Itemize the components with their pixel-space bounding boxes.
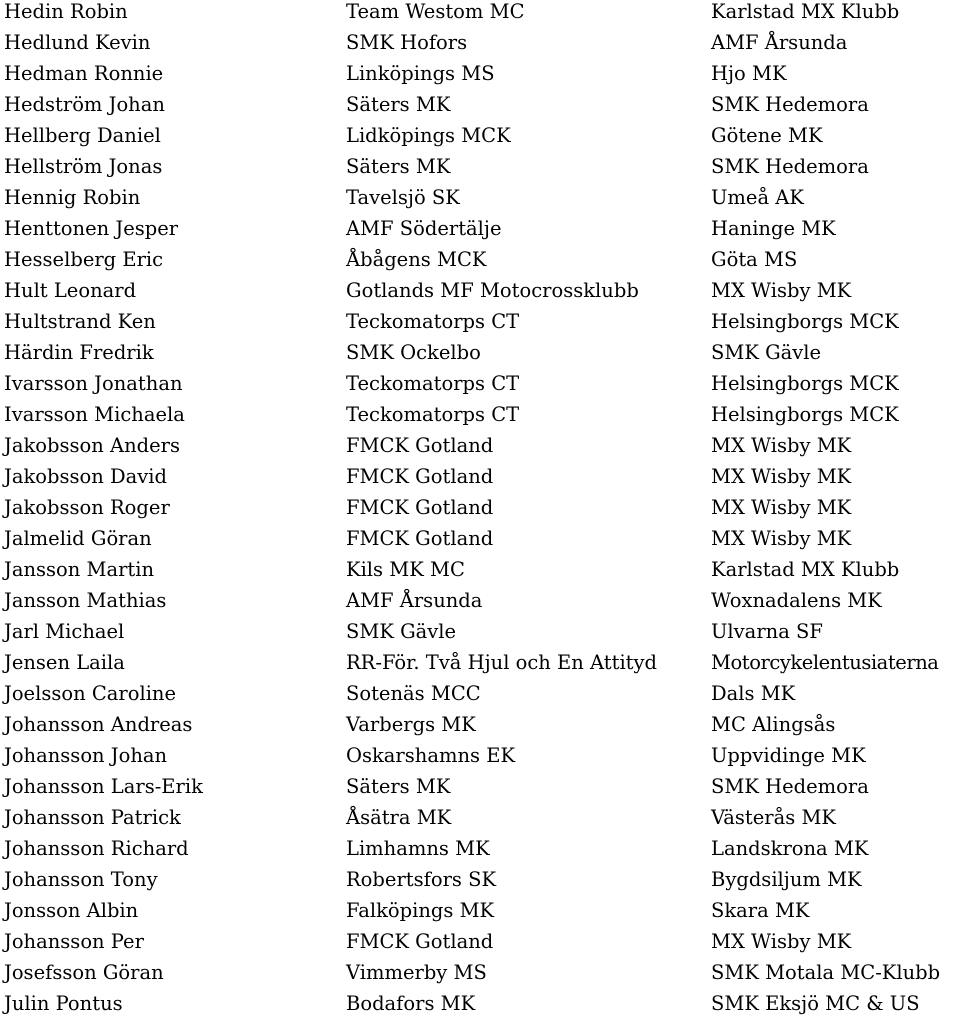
rider-name: Jakobsson Roger bbox=[4, 496, 170, 519]
list-row bbox=[0, 341, 960, 372]
district-club-name: SMK Hedemora bbox=[711, 93, 869, 116]
rider-name: Hedlund Kevin bbox=[4, 31, 151, 54]
list-row bbox=[0, 651, 960, 682]
club-name: RR-För. Två Hjul och En Attityd bbox=[346, 651, 658, 674]
list-row bbox=[0, 806, 960, 837]
club-name: Falköpings MK bbox=[346, 899, 495, 922]
list-row bbox=[0, 279, 960, 310]
rider-name: Julin Pontus bbox=[4, 992, 123, 1015]
district-club-name: Karlstad MX Klubb bbox=[711, 558, 900, 581]
club-name: Tavelsjö SK bbox=[346, 186, 460, 209]
club-name: Säters MK bbox=[346, 775, 451, 798]
district-club-name: Landskrona MK bbox=[711, 837, 869, 860]
rider-name: Josefsson Göran bbox=[4, 961, 164, 984]
list-row bbox=[0, 713, 960, 744]
club-name: FMCK Gotland bbox=[346, 496, 494, 519]
rider-name: Johansson Per bbox=[4, 930, 144, 953]
district-club-name: MX Wisby MK bbox=[711, 527, 852, 550]
club-name: Varbergs MK bbox=[346, 713, 476, 736]
rider-name: Henttonen Jesper bbox=[4, 217, 179, 240]
list-row bbox=[0, 868, 960, 899]
district-club-name: SMK Eksjö MC & US bbox=[711, 992, 920, 1015]
club-name: SMK Ockelbo bbox=[346, 341, 481, 364]
district-club-name: Helsingborgs MCK bbox=[711, 403, 899, 426]
district-club-name: MX Wisby MK bbox=[711, 496, 852, 519]
club-name: Gotlands MF Motocrossklubb bbox=[346, 279, 639, 302]
rider-name: Johansson Richard bbox=[4, 837, 189, 860]
list-row bbox=[0, 465, 960, 496]
list-row bbox=[0, 310, 960, 341]
district-club-name: Bygdsiljum MK bbox=[711, 868, 862, 891]
club-name: Team Westom MC bbox=[346, 0, 525, 23]
club-name: FMCK Gotland bbox=[346, 434, 494, 457]
club-name: Åsätra MK bbox=[346, 806, 452, 829]
list-row bbox=[0, 620, 960, 651]
rider-name: Jarl Michael bbox=[4, 620, 125, 643]
club-name: Lidköpings MCK bbox=[346, 124, 511, 147]
rider-name: Hedman Ronnie bbox=[4, 62, 164, 85]
list-row bbox=[0, 744, 960, 775]
list-row bbox=[0, 527, 960, 558]
club-name: FMCK Gotland bbox=[346, 930, 494, 953]
rider-name: Johansson Johan bbox=[4, 744, 168, 767]
list-row bbox=[0, 217, 960, 248]
rider-name: Jalmelid Göran bbox=[4, 527, 152, 550]
club-name: Kils MK MC bbox=[346, 558, 465, 581]
club-name: Sotenäs MCC bbox=[346, 682, 481, 705]
rider-name: Johansson Patrick bbox=[4, 806, 181, 829]
club-name: SMK Gävle bbox=[346, 620, 457, 643]
rider-name: Ivarsson Jonathan bbox=[4, 372, 183, 395]
rider-name: Hult Leonard bbox=[4, 279, 137, 302]
district-club-name: Haninge MK bbox=[711, 217, 836, 240]
rider-name: Johansson Andreas bbox=[4, 713, 193, 736]
rider-name: Hultstrand Ken bbox=[4, 310, 156, 333]
district-club-name: SMK Hedemora bbox=[711, 775, 869, 798]
list-row bbox=[0, 589, 960, 620]
district-club-name: Uppvidinge MK bbox=[711, 744, 866, 767]
rider-name: Härdin Fredrik bbox=[4, 341, 154, 364]
rider-name: Ivarsson Michaela bbox=[4, 403, 185, 426]
club-name: Linköpings MS bbox=[346, 62, 495, 85]
rider-name: Hedin Robin bbox=[4, 0, 128, 23]
list-row bbox=[0, 403, 960, 434]
list-row bbox=[0, 775, 960, 806]
list-row bbox=[0, 837, 960, 868]
club-name: Vimmerby MS bbox=[346, 961, 487, 984]
district-club-name: Umeå AK bbox=[711, 186, 804, 209]
list-row bbox=[0, 558, 960, 589]
club-name: Limhamns MK bbox=[346, 837, 490, 860]
rider-name: Jansson Martin bbox=[4, 558, 155, 581]
club-name: FMCK Gotland bbox=[346, 527, 494, 550]
list-row bbox=[0, 682, 960, 713]
list-row bbox=[0, 961, 960, 992]
list-row bbox=[0, 434, 960, 465]
club-name: SMK Hofors bbox=[346, 31, 468, 54]
district-club-name: Motorcykelentusiaterna bbox=[711, 651, 939, 674]
district-club-name: SMK Motala MC-Klubb bbox=[711, 961, 941, 984]
list-row bbox=[0, 372, 960, 403]
club-name: Teckomatorps CT bbox=[346, 372, 520, 395]
club-name: Robertsfors SK bbox=[346, 868, 497, 891]
rider-name: Hesselberg Eric bbox=[4, 248, 164, 271]
rider-name: Johansson Tony bbox=[4, 868, 158, 891]
district-club-name: MX Wisby MK bbox=[711, 930, 852, 953]
club-name: Åbågens MCK bbox=[346, 248, 487, 271]
club-name: Oskarshamns EK bbox=[346, 744, 516, 767]
district-club-name: MC Alingsås bbox=[711, 713, 836, 736]
district-club-name: MX Wisby MK bbox=[711, 465, 852, 488]
district-club-name: SMK Hedemora bbox=[711, 155, 869, 178]
list-row bbox=[0, 31, 960, 62]
district-club-name: SMK Gävle bbox=[711, 341, 822, 364]
rider-name: Joelsson Caroline bbox=[4, 682, 177, 705]
district-club-name: Woxnadalens MK bbox=[711, 589, 882, 612]
list-row bbox=[0, 0, 960, 31]
rider-name: Jensen Laila bbox=[4, 651, 125, 674]
district-club-name: Göta MS bbox=[711, 248, 798, 271]
list-row bbox=[0, 124, 960, 155]
list-row bbox=[0, 992, 960, 1023]
district-club-name: Hjo MK bbox=[711, 62, 787, 85]
rider-name: Hellström Jonas bbox=[4, 155, 163, 178]
district-club-name: Västerås MK bbox=[711, 806, 836, 829]
rider-name: Jansson Mathias bbox=[4, 589, 167, 612]
rider-name: Hedström Johan bbox=[4, 93, 165, 116]
club-name: AMF Årsunda bbox=[346, 589, 483, 612]
club-name: Teckomatorps CT bbox=[346, 310, 520, 333]
club-name: Säters MK bbox=[346, 93, 451, 116]
rider-name: Hennig Robin bbox=[4, 186, 141, 209]
club-name: Bodafors MK bbox=[346, 992, 476, 1015]
club-name: FMCK Gotland bbox=[346, 465, 494, 488]
district-club-name: Helsingborgs MCK bbox=[711, 310, 899, 333]
district-club-name: Götene MK bbox=[711, 124, 823, 147]
district-club-name: Ulvarna SF bbox=[711, 620, 823, 643]
list-row bbox=[0, 496, 960, 527]
club-name: AMF Södertälje bbox=[346, 217, 502, 240]
district-club-name: Helsingborgs MCK bbox=[711, 372, 899, 395]
list-row bbox=[0, 899, 960, 930]
list-row bbox=[0, 930, 960, 961]
list-row bbox=[0, 62, 960, 93]
list-row bbox=[0, 186, 960, 217]
district-club-name: AMF Årsunda bbox=[711, 31, 848, 54]
list-row bbox=[0, 248, 960, 279]
district-club-name: Dals MK bbox=[711, 682, 796, 705]
district-club-name: Karlstad MX Klubb bbox=[711, 0, 900, 23]
rider-name: Johansson Lars-Erik bbox=[4, 775, 203, 798]
club-name: Säters MK bbox=[346, 155, 451, 178]
rider-name: Hellberg Daniel bbox=[4, 124, 161, 147]
district-club-name: MX Wisby MK bbox=[711, 279, 852, 302]
district-club-name: MX Wisby MK bbox=[711, 434, 852, 457]
club-name: Teckomatorps CT bbox=[346, 403, 520, 426]
rider-name: Jakobsson Anders bbox=[4, 434, 180, 457]
rider-name: Jakobsson David bbox=[4, 465, 167, 488]
list-row bbox=[0, 155, 960, 186]
list-row bbox=[0, 93, 960, 124]
rider-name: Jonsson Albin bbox=[4, 899, 139, 922]
district-club-name: Skara MK bbox=[711, 899, 810, 922]
